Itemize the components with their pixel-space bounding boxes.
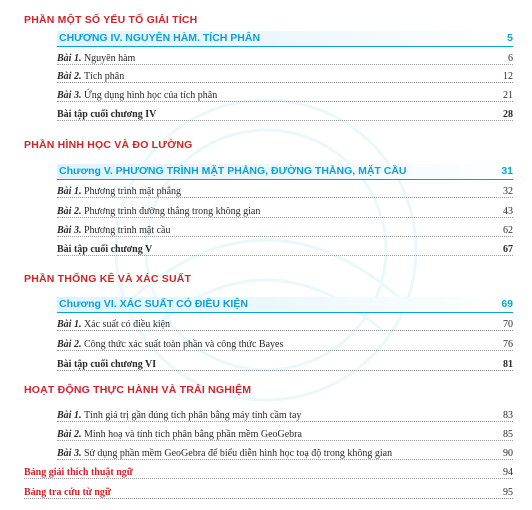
toc-row[interactable] xyxy=(57,409,513,422)
appendix-glossary-row[interactable] xyxy=(24,466,513,479)
chapter-review-row[interactable] xyxy=(57,108,513,121)
page-number: 62 xyxy=(503,225,513,236)
toc-row[interactable] xyxy=(57,318,513,331)
chapter-review-row[interactable] xyxy=(57,243,513,256)
lesson-title: Sử dụng phần mềm GeoGebra để biểu diễn hình học toạ độ trong không gian xyxy=(83,448,393,459)
page-number: 6 xyxy=(508,53,513,64)
chapter-v-entry[interactable] xyxy=(57,164,513,180)
lesson-title: Phương trình mặt phẳng xyxy=(83,186,182,197)
lesson-title: Phương trình mặt cầu xyxy=(83,225,171,236)
toc-row[interactable] xyxy=(57,185,513,198)
lesson-title: Công thức xác suất toàn phần và công thức Bayes xyxy=(83,339,284,350)
part-heading-geometry: PHẦN HÌNH HỌC VÀ ĐO LƯỜNG xyxy=(24,139,193,151)
page-number: 85 xyxy=(503,429,513,440)
appendix-index-row[interactable] xyxy=(24,486,513,499)
chapter-title: Chương V. PHƯƠNG TRÌNH MẶT PHẲNG, ĐƯỜNG THẲNG, MẶT CẦU xyxy=(59,165,407,177)
lesson-label: Bài 1. xyxy=(57,410,84,421)
chapter-title: Chương VI. XÁC SUẤT CÓ ĐIỀU KIỆN xyxy=(59,298,248,310)
chapter-page-number: 31 xyxy=(501,165,513,177)
page-number: 21 xyxy=(503,90,513,101)
chapter-page-number: 5 xyxy=(507,32,513,44)
lesson-title: Ứng dụng hình học của tích phân xyxy=(83,90,218,101)
review-title: Bài tập cuối chương IV xyxy=(57,109,157,120)
toc-row[interactable] xyxy=(57,89,513,102)
lesson-title: Minh hoạ và tính tích phân bằng phần mềm GeoGebra xyxy=(83,429,302,440)
toc-row[interactable] xyxy=(57,224,513,237)
page-number: 95 xyxy=(503,487,513,498)
lesson-title: Phương trình đường thẳng trong không gian xyxy=(83,206,261,217)
page-number: 67 xyxy=(503,244,513,255)
chapter-vi-entry[interactable] xyxy=(57,297,513,313)
lesson-label: Bài 2. xyxy=(57,206,84,217)
lesson-label: Bài 2. xyxy=(57,429,84,440)
appendix-title: Bảng giải thích thuật ngữ xyxy=(24,467,133,478)
lesson-label: Bài 1. xyxy=(57,53,84,64)
page-number: 76 xyxy=(503,339,513,350)
review-title: Bài tập cuối chương V xyxy=(57,244,153,255)
page-number: 28 xyxy=(503,109,513,120)
toc-row[interactable] xyxy=(57,338,513,351)
chapter-page-number: 69 xyxy=(501,298,513,310)
part-heading-statistics: PHẦN THỐNG KÊ VÀ XÁC SUẤT xyxy=(24,273,192,285)
toc-row[interactable] xyxy=(57,428,513,441)
part-heading-practice: HOẠT ĐỘNG THỰC HÀNH VÀ TRẢI NGHIỆM xyxy=(24,384,252,396)
toc-row[interactable] xyxy=(57,205,513,218)
page-number: 83 xyxy=(503,410,513,421)
review-title: Bài tập cuối chương VI xyxy=(57,359,157,370)
page-number: 12 xyxy=(503,71,513,82)
lesson-label: Bài 1. xyxy=(57,186,84,197)
appendix-title: Bảng tra cứu từ ngữ xyxy=(24,487,111,498)
lesson-label: Bài 3. xyxy=(57,225,84,236)
lesson-title: Xác suất có điều kiện xyxy=(83,319,171,330)
lesson-label: Bài 1. xyxy=(57,319,84,330)
part-heading-analysis: PHẦN MỘT SỐ YẾU TỐ GIẢI TÍCH xyxy=(24,14,198,26)
lesson-label: Bài 2. xyxy=(57,71,84,82)
chapter-iv-entry[interactable] xyxy=(57,31,513,47)
toc-row[interactable] xyxy=(57,52,513,65)
toc-row[interactable] xyxy=(57,70,513,83)
page-number: 32 xyxy=(503,186,513,197)
chapter-title: CHƯƠNG IV. NGUYÊN HÀM. TÍCH PHÂN xyxy=(59,32,261,44)
lesson-title: Nguyên hàm xyxy=(83,53,136,64)
lesson-title: Tích phân xyxy=(83,71,125,82)
lesson-label: Bài 3. xyxy=(57,90,84,101)
page-number: 70 xyxy=(503,319,513,330)
lesson-label: Bài 2. xyxy=(57,339,84,350)
page-number: 94 xyxy=(503,467,513,478)
page-number: 43 xyxy=(503,206,513,217)
lesson-label: Bài 3. xyxy=(57,448,84,459)
chapter-review-row[interactable] xyxy=(57,358,513,371)
page-number: 90 xyxy=(503,448,513,459)
page-number: 81 xyxy=(503,359,513,370)
toc-row[interactable] xyxy=(57,447,513,460)
lesson-title: Tính giá trị gần đúng tích phân bằng máy tính cầm tay xyxy=(83,410,302,421)
